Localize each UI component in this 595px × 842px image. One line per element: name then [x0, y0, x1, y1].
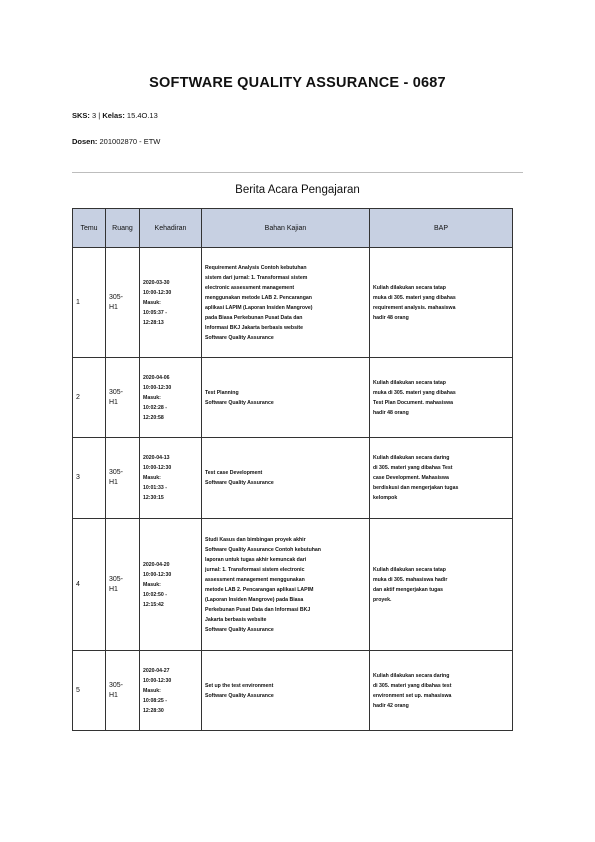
cell-bap: [370, 519, 513, 651]
ruang-text: 305- H1: [109, 293, 124, 311]
kelas-value: 15.4O.13: [126, 111, 158, 120]
table-row: [73, 358, 513, 438]
cell-ruang: [106, 248, 140, 358]
cell-temu: 2: [73, 358, 106, 438]
header-temu: Temu: [73, 209, 106, 248]
cell-kehadiran: [140, 438, 202, 519]
cell-temu: 5: [73, 651, 106, 731]
cell-kehadiran: [140, 248, 202, 358]
cell-bap: [370, 358, 513, 438]
cell-ruang: [106, 438, 140, 519]
cell-temu: 4: [73, 519, 106, 651]
bap-text: Kuliah dilakukan secara tatap muka di 305. materi yang dibahas Test Plan Document. mahasiswa hadir 48 orang: [373, 379, 456, 416]
cell-kehadiran: [140, 651, 202, 731]
bahan-text: Requirement Analysis Contoh kebutuhan sistem dari jurnal: 1. Transformasi sistem electronic assessment management menggunakan metode LAB 2. Pencarangan aplikasi LAPIM (Laporan Insiden Mangrove) pada Biasa Perkebunan Pusat Data dan Informasi BKJ Jakarta berbasis website Software Quality Assurance: [205, 264, 313, 341]
ruang-text: 305- H1: [109, 388, 124, 406]
section-title: Berita Acara Pengajaran: [235, 184, 360, 196]
table-row: [73, 248, 513, 358]
cell-ruang: [106, 651, 140, 731]
divider: [72, 172, 523, 173]
header-bahan-kajian: Bahan Kajian: [202, 209, 370, 248]
kehadiran-text: 2020-04-06 10:00-12:30 Masuk: 10:02:28 - 12:20:58: [143, 374, 172, 421]
ruang-text: 305- H1: [109, 469, 124, 486]
bap-text: Kuliah dilakukan secara tatap muka di 305. mahasiswa hadir dan aktif mengerjakan tugas proyek.: [373, 566, 448, 603]
kehadiran-text: 2020-04-13 10:00-12:30 Masuk: 10:01:33 - 12:30:15: [143, 455, 172, 501]
bap-text: Kuliah dilakukan secara daring di 305. materi yang dibahas test environment set up. mahasiswa hadir 42 orang: [373, 672, 452, 709]
cell-bap: [370, 248, 513, 358]
cell-bap: [370, 438, 513, 519]
cell-bahan-kajian: [202, 438, 370, 519]
table-header-row: [73, 209, 513, 248]
lecturer-info: [72, 137, 160, 146]
header-bap: BAP: [370, 209, 513, 248]
kehadiran-text: 2020-04-27 10:00-12:30 Masuk: 10:08:25 - 12:28:30: [143, 667, 172, 714]
cell-bahan-kajian: [202, 651, 370, 731]
kelas-label: Kelas:: [102, 111, 125, 120]
table-row: [73, 438, 513, 519]
bahan-text: Set up the test environment Software Quality Assurance: [205, 682, 274, 699]
cell-temu: 3: [73, 438, 106, 519]
ruang-text: 305- H1: [109, 681, 124, 699]
table-row: [73, 519, 513, 651]
ruang-text: 305- H1: [109, 575, 124, 593]
bap-text: Kuliah dilakukan secara daring di 305. materi yang dibahas Test case Development. Mahasiswa berdiskusi dan mengerjakan tugas kelompok: [373, 455, 459, 501]
cell-temu: 1: [73, 248, 106, 358]
bahan-text: Test Planning Software Quality Assurance: [205, 389, 274, 406]
course-info: SKS: 3 | Kelas: 15.4O.13: [72, 111, 158, 120]
table-row: [73, 651, 513, 731]
header-kehadiran: Kehadiran: [140, 209, 202, 248]
dosen-value: 201002870 - ETW: [99, 137, 161, 146]
cell-ruang: [106, 358, 140, 438]
cell-bahan-kajian: [202, 248, 370, 358]
sks-label: SKS:: [72, 111, 90, 120]
sks-value: 3: [92, 111, 97, 120]
bap-text: Kuliah dilakukan secara tatap muka di 305. materi yang dibahas requirement analysis. mahasiswa hadir 48 orang: [373, 284, 456, 321]
cell-bahan-kajian: [202, 358, 370, 438]
kehadiran-text: 2020-03-30 10:00-12:30 Masuk: 10:05:37 - 12:28:13: [143, 279, 172, 326]
kehadiran-text: 2020-04-20 10:00-12:30 Masuk: 10:02:50 - 12:15:42: [143, 561, 172, 608]
bap-table: [72, 208, 513, 731]
bahan-text: Test case Development Software Quality Assurance: [205, 470, 274, 486]
page-title: SOFTWARE QUALITY ASSURANCE - 0687: [149, 75, 446, 91]
cell-ruang: [106, 519, 140, 651]
cell-bap: [370, 651, 513, 731]
cell-kehadiran: [140, 519, 202, 651]
cell-bahan-kajian: [202, 519, 370, 651]
dosen-label: Dosen:: [72, 137, 98, 146]
cell-kehadiran: [140, 358, 202, 438]
bahan-text: Studi Kasus dan bimbingan proyek akhir Software Quality Assurance Contoh kebutuhan laporan untuk tugas akhir kemuncak dari jurnal: 1. Transformasi sistem electronic assessment management menggunakan metode LAB 2. Pencarangan aplikasi LAPIM (Laporan Insiden Mangrove) pada Biasa Perkebunan Pusat Data dan Informasi BKJ Jakarta berbasis website Software Quality Assurance: [205, 536, 321, 633]
header-ruang: Ruang: [106, 209, 140, 248]
